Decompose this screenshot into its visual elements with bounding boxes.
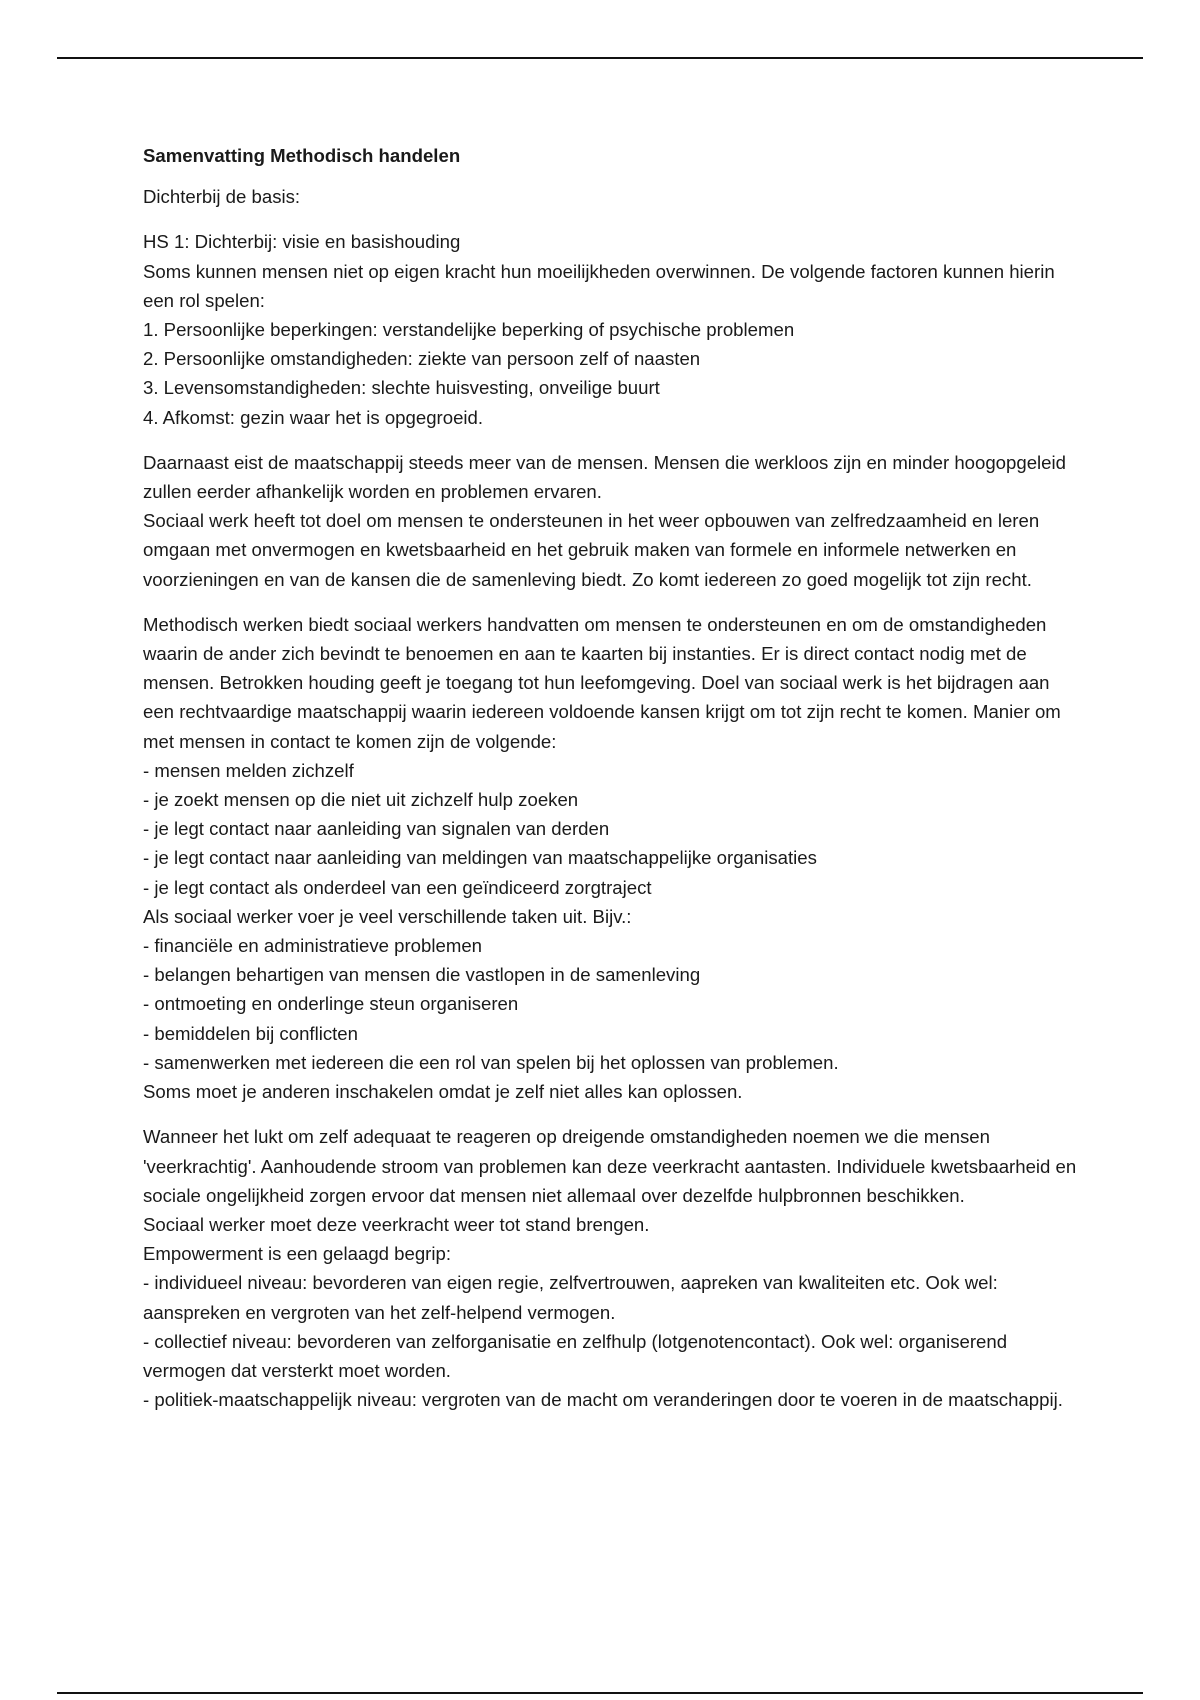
task-item: - bemiddelen bij conflicten <box>143 1022 358 1044</box>
task-item: - samenwerken met iedereen die een rol van spelen bij het oplossen van problemen. <box>143 1051 839 1073</box>
section-4-paragraph: Sociaal werker moet deze veerkracht weer tot stand brengen. <box>143 1213 650 1235</box>
tasks-intro: Als sociaal werker voer je veel verschillende taken uit. Bijv.: <box>143 905 632 927</box>
empowerment-level: - politiek-maatschappelijk niveau: vergroten van de macht om veranderingen door te voeren in de maatschappij. <box>143 1389 1063 1411</box>
section-4-paragraph: Empowerment is een gelaagd begrip: <box>143 1243 452 1265</box>
contact-item: - je zoekt mensen op die niet uit zichzelf hulp zoeken <box>143 789 579 811</box>
section-1-intro: Soms kunnen mensen niet op eigen kracht hun moeilijkheden overwinnen. De volgende factoren kunnen hierin een rol spelen: <box>143 260 1055 311</box>
section-4 <box>143 1122 1083 1414</box>
factor-item: 1. Persoonlijke beperkingen: verstandelijke beperking of psychische problemen <box>143 319 795 341</box>
contact-item: - mensen melden zichzelf <box>143 759 354 781</box>
document-title: Samenvatting Methodisch handelen <box>143 145 461 166</box>
factor-item: 2. Persoonlijke omstandigheden: ziekte van persoon zelf of naasten <box>143 348 701 370</box>
task-item: - financiële en administratieve problemen <box>143 935 482 957</box>
contact-item: - je legt contact naar aanleiding van meldingen van maatschappelijke organisaties <box>143 847 817 869</box>
task-item: - ontmoeting en onderlinge steun organiseren <box>143 993 519 1015</box>
contact-item: - je legt contact naar aanleiding van signalen van derden <box>143 818 610 840</box>
header-rule <box>57 57 1143 59</box>
section-2-paragraph: Daarnaast eist de maatschappij steeds meer van de mensen. Mensen die werkloos zijn en minder hoogopgeleid zullen eerder afhankelijk worden en problemen ervaren. <box>143 451 1066 503</box>
footer-rule <box>57 1692 1143 1694</box>
contact-item: - je legt contact als onderdeel van een geïndiceerd zorgtraject <box>143 876 652 898</box>
section-4-paragraph: Wanneer het lukt om zelf adequaat te reageren op dreigende omstandigheden noemen we die mensen 'veerkrachtig'. Aanhoudende stroom van problemen kan deze veerkracht aantasten. Individuele kwetsbaarheid en sociale ongelijkheid zorgen ervoor dat mensen niet allemaal over dezelfde hulpbronnen beschikken. <box>143 1126 1077 1206</box>
document-body <box>143 141 1083 1430</box>
empowerment-level: - collectief niveau: bevorderen van zelforganisatie en zelfhulp (lotgenotencontact). Ook wel: organiserend vermogen dat versterkt moet worden. <box>143 1330 1008 1381</box>
factor-item: 4. Afkomst: gezin waar het is opgegroeid. <box>143 406 484 428</box>
section-1 <box>143 227 1083 431</box>
document-subtitle: Dichterbij de basis: <box>143 186 301 208</box>
section-3-paragraph: Methodisch werken biedt sociaal werkers handvatten om mensen te ondersteunen en om de omstandigheden waarin de ander zich bevindt te benoemen en aan te kaarten bij instanties. Er is direct contact nodig met de mensen. Betrokken houding geeft je toegang tot hun leefomgeving. Doel van sociaal werk is het bijdragen aan een rechtvaardige maatschappij waarin iedereen voldoende kansen krijgt om tot zijn recht te komen. Manier om met mensen in contact te komen zijn de volgende: <box>143 613 1061 752</box>
section-2-paragraph: Sociaal werk heeft tot doel om mensen te ondersteunen in het weer opbouwen van zelfredzaamheid en leren omgaan met onvermogen en kwetsbaarheid en het gebruik maken van formele en informele netwerken en voorzieningen en van de kansen die de samenleving biedt. Zo komt iedereen zo goed mogelijk tot zijn recht. <box>143 510 1040 590</box>
empowerment-level: - individueel niveau: bevorderen van eigen regie, zelfvertrouwen, aapreken van kwaliteiten etc. Ook wel: aanspreken en vergroten van het zelf-helpend vermogen. <box>143 1272 998 1323</box>
factor-item: 3. Levensomstandigheden: slechte huisvesting, onveilige buurt <box>143 377 660 399</box>
section-3-closing: Soms moet je anderen inschakelen omdat je zelf niet alles kan oplossen. <box>143 1081 743 1103</box>
section-1-heading: HS 1: Dichterbij: visie en basishouding <box>143 231 461 253</box>
task-item: - belangen behartigen van mensen die vastlopen in de samenleving <box>143 964 701 986</box>
section-2 <box>143 448 1083 594</box>
section-3 <box>143 610 1083 1106</box>
